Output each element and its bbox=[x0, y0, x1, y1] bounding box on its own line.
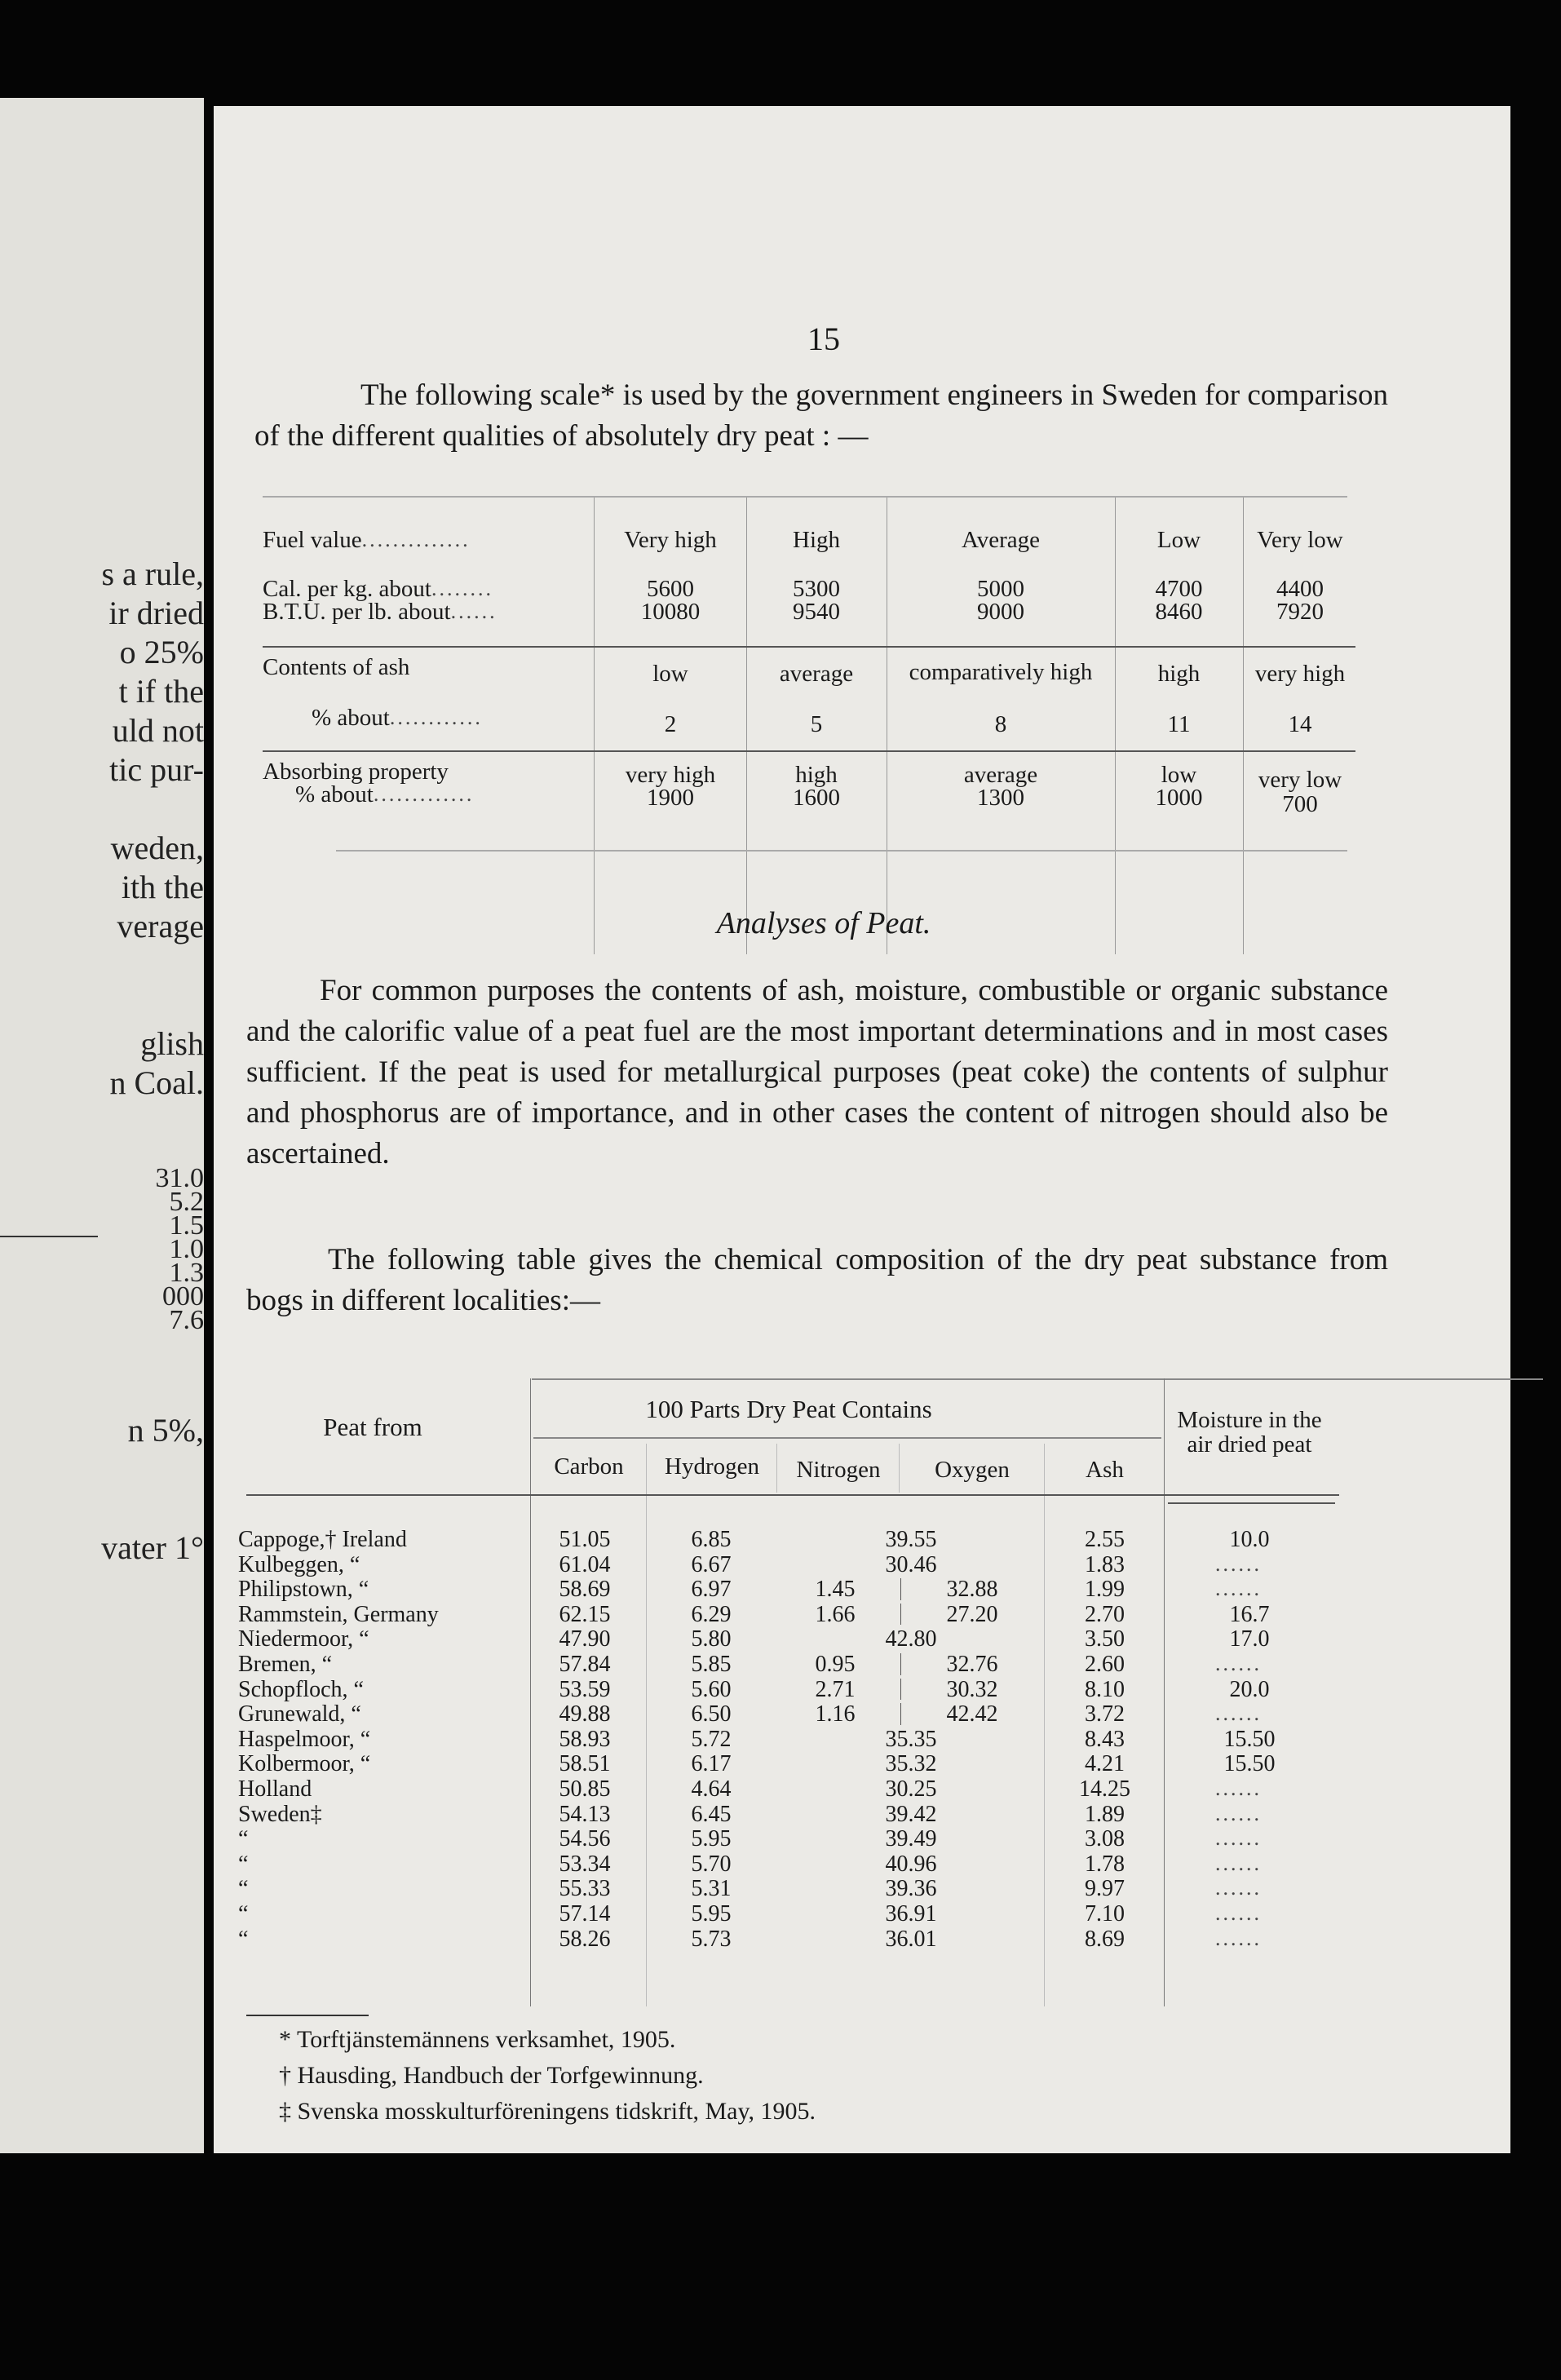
facing-page-line: vater 1° bbox=[101, 1529, 204, 1566]
row-locality: Kolbermoor, “ bbox=[238, 1751, 371, 1777]
absorb-value-3: 1000 bbox=[1155, 785, 1203, 811]
nitrogen-oxygen-divider bbox=[900, 1578, 901, 1600]
ash-value-0: 2 bbox=[664, 711, 677, 737]
row-ash: 14.25 bbox=[1079, 1776, 1130, 1802]
row-carbon: 58.51 bbox=[559, 1751, 611, 1777]
facing-page-line: 7.6 bbox=[169, 1305, 204, 1335]
row-locality: Rammstein, Germany bbox=[238, 1601, 439, 1627]
row-ash: 7.10 bbox=[1085, 1901, 1125, 1927]
row-ash: 1.78 bbox=[1085, 1851, 1125, 1877]
col-hydrogen: Hydrogen bbox=[665, 1453, 759, 1480]
btu-label: B.T.U. per lb. about bbox=[263, 599, 451, 625]
page-number: 15 bbox=[807, 321, 840, 357]
facing-page-line: 5.2 bbox=[169, 1187, 204, 1217]
ash-word-4: very high bbox=[1254, 661, 1346, 687]
row-hydrogen: 5.95 bbox=[691, 1901, 732, 1927]
row-nitrogen-oxygen: 36.91 bbox=[885, 1901, 937, 1927]
absorb-value-4: 700 bbox=[1282, 791, 1318, 817]
facing-page-line: s a rule, bbox=[101, 555, 204, 592]
row-moisture: 20.0 bbox=[1229, 1676, 1270, 1702]
row-carbon: 53.34 bbox=[559, 1851, 611, 1877]
cal-value-1: 5300 bbox=[793, 576, 840, 602]
col-peat-from: Peat from bbox=[323, 1413, 422, 1441]
row-moisture: 17.0 bbox=[1229, 1626, 1270, 1652]
facing-page-line: uld not bbox=[112, 712, 204, 749]
row-moisture-empty: ...... bbox=[1215, 1551, 1262, 1576]
row-locality: Haspelmoor, “ bbox=[238, 1726, 371, 1752]
row-hydrogen: 6.97 bbox=[691, 1577, 732, 1603]
row-moisture-empty: ...... bbox=[1215, 1876, 1262, 1900]
facing-page-rule bbox=[0, 1236, 98, 1237]
row-locality: “ bbox=[238, 1851, 249, 1877]
row-carbon: 51.05 bbox=[559, 1527, 611, 1552]
absorb-word-3: low bbox=[1161, 762, 1197, 788]
row-carbon: 53.59 bbox=[559, 1676, 611, 1702]
row-ash: 1.89 bbox=[1085, 1801, 1125, 1827]
row-nitrogen-oxygen: 30.25 bbox=[885, 1776, 937, 1802]
row-moisture-empty: ...... bbox=[1215, 1776, 1262, 1800]
row-moisture-empty: ...... bbox=[1215, 1801, 1262, 1825]
btu-value-1: 9540 bbox=[793, 599, 840, 625]
cal-value-2: 5000 bbox=[977, 576, 1024, 602]
row-hydrogen: 5.95 bbox=[691, 1826, 732, 1852]
row-nitrogen-oxygen: 35.32 bbox=[885, 1751, 937, 1777]
row-hydrogen: 5.70 bbox=[691, 1851, 732, 1877]
book-page: 15 The following scale* is used by the government engineers in Sweden for comparison of the different qualities of absolutely dry peat : — Fuel value .............. Very high High Average Low Very low Cal. per kg. about ........ B.T.U. per lb. about ...... 5600 5300 5000 4700 4400 10080 9540 9000 8460 7920 Contents of ash low average comparatively high high very high % about ............ 2 5 8 11 14 Absorbing property % about ............. very high high average low very low 1900 1600 1300 1000 700 Analyses of Peat. For common purposes the contents of ash, moisture, combustible or organic substance and the calorific value of a peat fuel are the most important determinations and in most cases sufficient. If the peat is used for metallurgical purposes (peat coke) the contents of sulphur and phosphorus are of importance, and in other cases the content of nitrogen should also be ascertained. The following table gives the chemical composition of the dry peat substance from bogs in different localities:— Peat from 100 Parts Dry Peat Contains Carbon Hydrogen Nitrogen Oxygen Ash Moisture in the air dried peat Cappoge,† Ireland 51.05 6.85 39.55 2.55 10.0 Kulbeggen, “ 61.04 6.67 30.46 1.83 ...... Philipstown, “ 58.69 6.97 1.45 32.88 1.99 ...... Rammstein, Germany 62.15 6.29 1.66 27.20 2.70 16.7 Niedermoor, “ 47.90 5.80 42.80 3.50 17.0 Bremen, “ 57.84 5.85 0.95 32.76 2.60 ...... Schopfloch, “ 53.59 5.60 2.71 30.32 8.10 20.0 Grunewald, “ 49.88 6.50 1.16 42.42 3.72 ...... Haspelmoor, “ 58.93 5.72 35.35 8.43 15.50 Kolbermoor, “ 58.51 6.17 35.32 4.21 15.50 Holland 50.85 4.64 30.25 14.25 ...... Sweden‡ 54.13 6.45 39.42 1.89 ...... “ 54.56 5.95 39.49 3.08 ...... “ 53.34 5.70 40.96 1.78 ...... “ 55.33 5.31 39.36 9.97 ...... “ 57.14 5.95 36.91 7.10 ...... “ 58.26 5.73 36.01 8.69 ...... * Torftjänstemännens verksamhet, 1905. † Hausding, Handbuch der Torfgewinnung. ‡ Svenska mosskulturföreningens tidskrift, May, 1905. bbox=[214, 106, 1510, 2153]
ash-label: Contents of ash bbox=[263, 654, 410, 680]
facing-page-line: weden, bbox=[110, 829, 204, 866]
row-hydrogen: 5.85 bbox=[691, 1652, 732, 1677]
row-carbon: 57.84 bbox=[559, 1652, 611, 1677]
ash-value-1: 5 bbox=[810, 711, 823, 737]
absorb-pct-label: % about bbox=[295, 781, 374, 807]
facing-page-line: n 5%, bbox=[127, 1412, 204, 1449]
row-moisture-empty: ...... bbox=[1215, 1652, 1262, 1675]
btu-value-2: 9000 bbox=[977, 599, 1024, 625]
absorb-word-0: very high bbox=[625, 762, 716, 788]
row-moisture-empty: ...... bbox=[1215, 1826, 1262, 1851]
row-ash: 2.55 bbox=[1085, 1527, 1125, 1552]
row-carbon: 54.13 bbox=[559, 1801, 611, 1827]
facing-page-line: 1.3 bbox=[169, 1258, 204, 1288]
row-ash: 1.99 bbox=[1085, 1577, 1125, 1603]
row-locality: Sweden‡ bbox=[238, 1801, 322, 1827]
ash-value-4: 14 bbox=[1288, 711, 1312, 737]
row-nitrogen-oxygen: 36.01 bbox=[885, 1926, 937, 1952]
ash-word-2: comparatively high bbox=[909, 659, 1093, 685]
row-nitrogen-oxygen: 42.80 bbox=[885, 1626, 937, 1652]
row-locality: “ bbox=[238, 1876, 249, 1902]
row-ash: 3.50 bbox=[1085, 1626, 1125, 1652]
facing-page-line: 1.5 bbox=[169, 1210, 204, 1241]
row-ash: 8.69 bbox=[1085, 1926, 1125, 1952]
cal-value-3: 4700 bbox=[1155, 576, 1203, 602]
row-hydrogen: 6.45 bbox=[691, 1801, 732, 1827]
btu-value-4: 7920 bbox=[1276, 599, 1324, 625]
row-moisture: 16.7 bbox=[1229, 1601, 1270, 1627]
row-hydrogen: 6.50 bbox=[691, 1701, 732, 1727]
facing-page-line: tic pur- bbox=[109, 751, 204, 788]
table-intro-paragraph: The following table gives the chemical composition of the dry peat substance from bogs in different localities:— bbox=[246, 1243, 1388, 1317]
row-hydrogen: 6.67 bbox=[691, 1551, 732, 1577]
row-moisture: 10.0 bbox=[1229, 1527, 1270, 1552]
facing-page-line: n Coal. bbox=[109, 1064, 204, 1101]
row-hydrogen: 6.17 bbox=[691, 1751, 732, 1777]
absorb-label: Absorbing property bbox=[263, 759, 449, 785]
absorb-value-1: 1600 bbox=[793, 785, 840, 811]
btu-value-3: 8460 bbox=[1155, 599, 1203, 625]
facing-page-line: 000 bbox=[162, 1281, 204, 1312]
row-ash: 2.70 bbox=[1085, 1601, 1125, 1627]
scale-header-0: Very high bbox=[624, 527, 717, 553]
col-moisture: Moisture in the air dried peat bbox=[1177, 1407, 1322, 1458]
btu-value-0: 10080 bbox=[640, 599, 701, 625]
footnote-3: ‡ Svenska mosskulturföreningens tidskrift, May, 1905. bbox=[279, 2098, 816, 2125]
col-oxygen: Oxygen bbox=[935, 1457, 1010, 1483]
row-nitrogen: 1.45 bbox=[815, 1577, 856, 1603]
row-locality: Holland bbox=[238, 1776, 312, 1802]
row-nitrogen-oxygen: 39.55 bbox=[885, 1527, 937, 1552]
row-ash: 3.08 bbox=[1085, 1826, 1125, 1852]
row-oxygen: 30.32 bbox=[946, 1676, 998, 1702]
row-hydrogen: 6.85 bbox=[691, 1527, 732, 1552]
scale-header-1: High bbox=[793, 527, 840, 553]
row-hydrogen: 5.31 bbox=[691, 1876, 732, 1902]
cal-value-4: 4400 bbox=[1276, 576, 1324, 602]
absorb-value-2: 1300 bbox=[977, 785, 1024, 811]
row-carbon: 58.93 bbox=[559, 1726, 611, 1752]
row-locality: “ bbox=[238, 1901, 249, 1927]
scale-header-3: Low bbox=[1156, 527, 1201, 553]
row-ash: 8.43 bbox=[1085, 1726, 1125, 1752]
row-carbon: 55.33 bbox=[559, 1876, 611, 1902]
row-locality: “ bbox=[238, 1826, 249, 1852]
facing-page-line: verage bbox=[117, 908, 204, 944]
row-hydrogen: 5.80 bbox=[691, 1626, 732, 1652]
row-locality: “ bbox=[238, 1926, 249, 1952]
ash-word-1: average bbox=[779, 661, 854, 687]
row-locality: Grunewald, “ bbox=[238, 1701, 361, 1727]
ash-word-3: high bbox=[1157, 661, 1201, 687]
row-moisture-empty: ...... bbox=[1215, 1926, 1262, 1950]
row-hydrogen: 5.72 bbox=[691, 1726, 732, 1752]
nitrogen-oxygen-divider bbox=[900, 1679, 901, 1701]
row-ash: 4.21 bbox=[1085, 1751, 1125, 1777]
absorb-word-1: high bbox=[795, 762, 838, 788]
row-nitrogen: 0.95 bbox=[815, 1652, 856, 1677]
row-nitrogen-oxygen: 39.49 bbox=[885, 1826, 937, 1852]
row-ash: 1.83 bbox=[1085, 1551, 1125, 1577]
absorb-word-2: average bbox=[963, 762, 1038, 788]
footnote-1: * Torftjänstemännens verksamhet, 1905. bbox=[279, 2026, 676, 2053]
nitrogen-oxygen-divider bbox=[900, 1604, 901, 1626]
row-carbon: 58.26 bbox=[559, 1926, 611, 1952]
row-moisture-empty: ...... bbox=[1215, 1701, 1262, 1726]
ash-value-3: 11 bbox=[1167, 711, 1191, 737]
row-nitrogen: 1.16 bbox=[815, 1701, 856, 1727]
row-nitrogen-oxygen: 39.42 bbox=[885, 1801, 937, 1827]
row-locality: Kulbeggen, “ bbox=[238, 1551, 360, 1577]
facing-page-line: ith the bbox=[121, 869, 204, 905]
row-nitrogen-oxygen: 40.96 bbox=[885, 1851, 937, 1877]
fuel-value-label: Fuel value bbox=[263, 527, 362, 553]
ash-value-2: 8 bbox=[994, 711, 1007, 737]
row-locality: Bremen, “ bbox=[238, 1652, 333, 1677]
row-hydrogen: 5.73 bbox=[691, 1926, 732, 1952]
col-nitrogen: Nitrogen bbox=[796, 1457, 881, 1483]
ash-pct-label: % about bbox=[312, 705, 390, 731]
group-header: 100 Parts Dry Peat Contains bbox=[645, 1395, 932, 1423]
row-locality: Schopfloch, “ bbox=[238, 1676, 364, 1702]
row-moisture: 15.50 bbox=[1223, 1751, 1276, 1777]
nitrogen-oxygen-divider bbox=[900, 1703, 901, 1725]
facing-page-line: t if the bbox=[118, 673, 204, 710]
row-carbon: 49.88 bbox=[559, 1701, 611, 1727]
row-hydrogen: 4.64 bbox=[691, 1776, 732, 1802]
absorb-value-0: 1900 bbox=[647, 785, 694, 811]
row-oxygen: 42.42 bbox=[946, 1701, 998, 1727]
row-nitrogen-oxygen: 30.46 bbox=[885, 1551, 937, 1577]
row-locality: Philipstown, “ bbox=[238, 1577, 369, 1603]
row-carbon: 50.85 bbox=[559, 1776, 611, 1802]
row-oxygen: 32.76 bbox=[946, 1652, 998, 1677]
row-ash: 9.97 bbox=[1085, 1876, 1125, 1902]
row-moisture-empty: ...... bbox=[1215, 1901, 1262, 1925]
facing-page-line: o 25% bbox=[119, 634, 204, 670]
row-moisture-empty: ...... bbox=[1215, 1851, 1262, 1875]
col-carbon: Carbon bbox=[554, 1453, 624, 1480]
scale-header-4: Very low bbox=[1257, 527, 1343, 553]
facing-page-line: 1.0 bbox=[169, 1234, 204, 1264]
row-ash: 8.10 bbox=[1085, 1676, 1125, 1702]
row-ash: 3.72 bbox=[1085, 1701, 1125, 1727]
scale-header-2: Average bbox=[961, 527, 1041, 553]
cal-label: Cal. per kg. about bbox=[263, 576, 431, 602]
absorb-word-4: very low bbox=[1258, 767, 1342, 793]
nitrogen-oxygen-divider bbox=[900, 1653, 901, 1675]
row-carbon: 58.69 bbox=[559, 1577, 611, 1603]
row-nitrogen: 2.71 bbox=[815, 1676, 856, 1702]
row-moisture-empty: ...... bbox=[1215, 1577, 1262, 1601]
row-nitrogen-oxygen: 35.35 bbox=[885, 1726, 937, 1752]
row-locality: Cappoge,† Ireland bbox=[238, 1527, 407, 1552]
row-carbon: 57.14 bbox=[559, 1901, 611, 1927]
row-ash: 2.60 bbox=[1085, 1652, 1125, 1677]
intro-paragraph: The following scale* is used by the government engineers in Sweden for comparison of the different qualities of absolutely dry peat : — bbox=[254, 378, 1388, 453]
row-oxygen: 27.20 bbox=[946, 1601, 998, 1627]
row-nitrogen: 1.66 bbox=[815, 1601, 856, 1627]
col-ash: Ash bbox=[1086, 1457, 1124, 1483]
row-carbon: 54.56 bbox=[559, 1826, 611, 1852]
row-nitrogen-oxygen: 39.36 bbox=[885, 1876, 937, 1902]
row-oxygen: 32.88 bbox=[946, 1577, 998, 1603]
facing-page-fragment bbox=[0, 98, 204, 2153]
analyses-paragraph: For common purposes the contents of ash, moisture, combustible or organic substance and the calorific value of a peat fuel are the most important determinations and in most cases sufficient. If the peat is used for metallurgical purposes (peat coke) the contents of sulphur and phosphorus are of importance, and in other cases the content of nitrogen should also be ascertained. bbox=[246, 974, 1388, 1170]
row-moisture: 15.50 bbox=[1223, 1726, 1276, 1752]
facing-page-line: glish bbox=[140, 1025, 204, 1062]
footnote-2: † Hausding, Handbuch der Torfgewinnung. bbox=[279, 2062, 704, 2089]
facing-page-line: ir dried bbox=[108, 595, 204, 631]
section-heading: Analyses of Peat. bbox=[716, 906, 931, 940]
row-locality: Niedermoor, “ bbox=[238, 1626, 369, 1652]
cal-value-0: 5600 bbox=[647, 576, 694, 602]
row-hydrogen: 5.60 bbox=[691, 1676, 732, 1702]
ash-word-0: low bbox=[652, 661, 688, 687]
row-carbon: 47.90 bbox=[559, 1626, 611, 1652]
facing-page-line: 31.0 bbox=[155, 1163, 204, 1193]
row-carbon: 61.04 bbox=[559, 1551, 611, 1577]
row-hydrogen: 6.29 bbox=[691, 1601, 732, 1627]
row-carbon: 62.15 bbox=[559, 1601, 611, 1627]
